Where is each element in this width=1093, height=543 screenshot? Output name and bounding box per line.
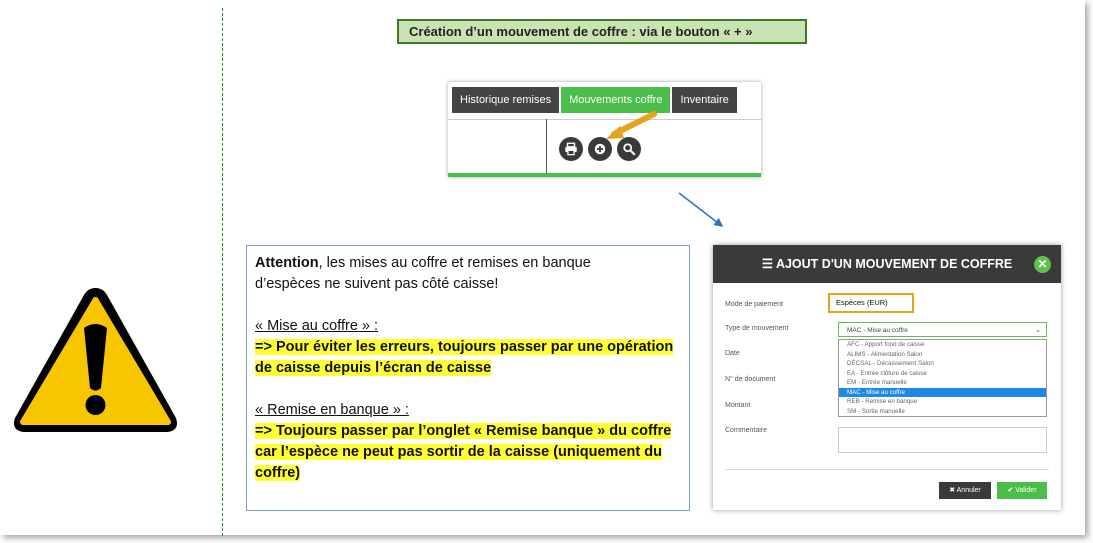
add-movement-dialog xyxy=(713,245,1061,510)
slide-title: Création d’un mouvement de coffre : via le bouton « + » xyxy=(397,19,807,44)
attention-word: Attention xyxy=(255,255,319,271)
mise-line-2: de caisse depuis l’écran de caisse xyxy=(255,360,492,376)
dialog-footer-separator xyxy=(725,469,1049,470)
search-icon xyxy=(622,142,636,156)
note-intro-line2: d’espèces ne suivent pas côté caisse! xyxy=(255,276,499,292)
remise-line-3: coffre) xyxy=(255,465,301,481)
cancel-label: Annuler xyxy=(956,487,981,494)
add-button[interactable] xyxy=(588,137,612,161)
remise-line-1: => Toujours passer par l’onglet « Remise banque » du coffre xyxy=(255,423,672,439)
tabs-panel xyxy=(448,82,761,177)
tab-mouvements-coffre[interactable]: Mouvements coffre xyxy=(561,87,670,113)
check-icon: ✔ xyxy=(1007,487,1014,494)
tab-bar xyxy=(452,87,739,113)
dropdown-option[interactable]: DÉCSAL - Décaissement Salon xyxy=(847,360,934,367)
cancel-button[interactable] xyxy=(939,482,991,499)
comment-field[interactable] xyxy=(838,427,1047,453)
dialog-header xyxy=(713,245,1061,283)
panel-separator xyxy=(448,119,761,120)
plus-icon xyxy=(593,142,607,156)
mise-line-1: => Pour éviter les erreurs, toujours passer par une opération xyxy=(255,339,674,355)
close-icon: ✖ xyxy=(949,487,956,494)
print-icon xyxy=(564,142,578,156)
remise-line-2: car l’espèce ne peut pas sortir de la caisse (uniquement du xyxy=(255,444,662,460)
panel-bottom-bar xyxy=(448,173,761,177)
print-button[interactable] xyxy=(559,137,583,161)
mise-heading: « Mise au coffre » : xyxy=(255,318,379,334)
type-select-value: MAC - Mise au coffre xyxy=(847,327,908,334)
dropdown-option[interactable]: ALIMS - Alimentation Salon xyxy=(847,350,923,358)
dialog-title: AJOUT D'UN MOUVEMENT DE COFFRE xyxy=(775,257,1013,271)
document-label: N° de document xyxy=(725,376,776,383)
type-label: Type de mouvement xyxy=(725,325,789,332)
comment-label: Commentaire xyxy=(725,427,768,434)
type-dropdown[interactable] xyxy=(838,339,1047,417)
chevron-down-icon: ⌄ xyxy=(1035,327,1041,334)
validate-label: Valider xyxy=(1015,487,1037,494)
mode-label: Mode de paiement xyxy=(725,301,783,308)
warning-icon xyxy=(8,280,183,440)
dropdown-option[interactable]: SM - Sortie manuelle xyxy=(847,407,905,415)
note-intro xyxy=(255,253,681,274)
validate-button[interactable] xyxy=(997,482,1047,499)
list-icon: ☰ xyxy=(761,257,773,271)
remise-heading: « Remise en banque » : xyxy=(255,402,409,418)
dropdown-option[interactable]: REB - Remise en banque xyxy=(847,398,918,405)
note-intro-text: , les mises au coffre et remises en banque xyxy=(318,255,591,271)
dashed-divider xyxy=(222,8,223,536)
close-icon[interactable]: ✕ xyxy=(1034,256,1051,273)
dropdown-option[interactable]: AFC - Apport fond de caisse xyxy=(847,341,925,348)
dropdown-option-selected[interactable]: MAC - Mise au coffre xyxy=(839,388,1046,398)
type-select[interactable] xyxy=(838,322,1047,337)
tab-inventaire[interactable]: Inventaire xyxy=(672,87,736,113)
attention-note xyxy=(246,245,690,511)
dropdown-option[interactable]: EM - Entrée manuelle xyxy=(847,379,907,386)
amount-label: Montant xyxy=(725,402,751,409)
dropdown-option[interactable]: EA - Entrée clôture de caisse xyxy=(847,369,927,377)
date-label: Date xyxy=(725,350,740,357)
mode-value: Espèces (EUR) xyxy=(828,293,914,313)
search-button[interactable] xyxy=(617,137,641,161)
panel-divider xyxy=(546,119,547,174)
tab-historique-remises[interactable]: Historique remises xyxy=(452,87,559,113)
